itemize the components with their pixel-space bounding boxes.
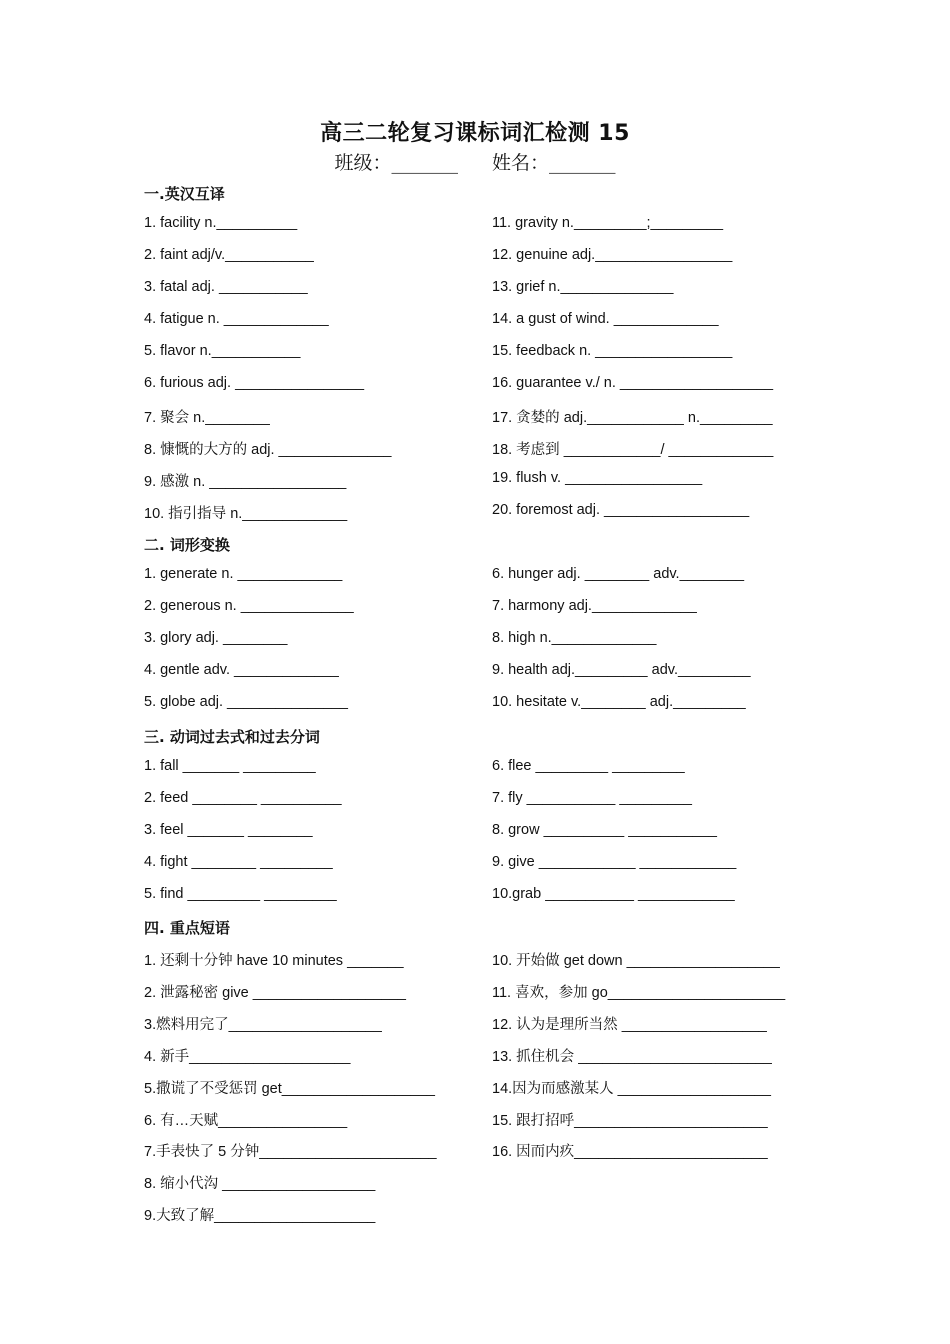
question-row — [0, 598, 950, 620]
question-row — [0, 406, 950, 428]
question-item[interactable]: 7. fly ___________ _________ — [492, 789, 692, 806]
question-item[interactable]: 6. hunger adj. ________ adv.________ — [492, 566, 745, 582]
question-item[interactable]: 12. genuine adj._________________ — [492, 246, 733, 263]
question-row — [0, 981, 950, 1003]
section-heading: 四. 重点短语 — [144, 919, 230, 937]
question-item[interactable]: 4. 新手____________________ — [144, 1048, 351, 1065]
question-row — [0, 886, 950, 908]
question-item[interactable]: 3. glory adj. ________ — [144, 629, 288, 646]
question-item[interactable]: 18. 考虑到 ____________/ _____________ — [492, 442, 774, 459]
question-row — [0, 790, 950, 812]
question-item[interactable]: 2. 泄露秘密 give ___________________ — [144, 984, 406, 1001]
question-row — [0, 343, 950, 365]
question-item[interactable]: 9. health adj._________ adv._________ — [492, 661, 751, 678]
question-item[interactable]: 6. flee _________ _________ — [492, 758, 685, 774]
question-item[interactable]: 11. 喜欢，参加 go______________________ — [492, 984, 786, 1001]
question-item[interactable]: 8. high n._____________ — [492, 629, 657, 646]
question-row — [0, 215, 950, 237]
question-item[interactable]: 14.因为而感激某人 ___________________ — [492, 1080, 771, 1097]
question-item[interactable]: 15. feedback n. _________________ — [492, 342, 733, 359]
question-item[interactable]: 16. guarantee v./ n. ___________________ — [492, 374, 774, 391]
question-item[interactable]: 10. hesitate v.________ adj._________ — [492, 693, 746, 710]
question-item[interactable]: 2. faint adj/v.___________ — [144, 246, 314, 263]
class-field[interactable]: 班级：_______ — [334, 152, 458, 174]
question-item[interactable]: 11. gravity n._________;_________ — [492, 215, 724, 231]
question-row — [0, 1045, 950, 1067]
question-item[interactable]: 6. furious adj. ________________ — [144, 374, 365, 391]
question-row — [0, 438, 950, 460]
question-item[interactable]: 5. find _________ _________ — [144, 885, 337, 902]
question-row — [0, 1140, 950, 1162]
question-item[interactable]: 6. 有…天赋________________ — [144, 1112, 348, 1129]
question-item[interactable]: 7. harmony adj._____________ — [492, 597, 697, 614]
question-item[interactable]: 5. globe adj. _______________ — [144, 693, 348, 710]
question-row — [0, 1013, 950, 1035]
question-item[interactable]: 15. 跟打招呼________________________ — [492, 1112, 768, 1129]
question-item[interactable]: 8. 缩小代沟 ___________________ — [144, 1176, 376, 1193]
section-heading: 三. 动词过去式和过去分词 — [144, 728, 320, 746]
question-item[interactable]: 1. facility n.__________ — [144, 215, 298, 231]
student-info-line — [0, 148, 950, 175]
question-item[interactable]: 10.grab ___________ ____________ — [492, 885, 735, 902]
question-item[interactable]: 4. gentle adv. _____________ — [144, 661, 339, 678]
section-heading: 二. 词形变换 — [144, 536, 230, 554]
question-item[interactable]: 1. fall _______ _________ — [144, 758, 316, 774]
question-item[interactable]: 5. flavor n.___________ — [144, 342, 301, 359]
question-item[interactable]: 13. grief n.______________ — [492, 278, 674, 295]
question-row — [0, 1109, 950, 1131]
question-row — [0, 822, 950, 844]
question-row — [0, 1172, 950, 1194]
question-item[interactable]: 20. foremost adj. __________________ — [492, 502, 750, 519]
question-item[interactable]: 9.大致了解____________________ — [144, 1208, 376, 1225]
question-item[interactable]: 9. give ____________ ____________ — [492, 853, 737, 870]
question-item[interactable]: 3.燃料用完了___________________ — [144, 1016, 382, 1033]
question-item[interactable]: 1. generate n. _____________ — [144, 566, 343, 582]
question-row — [0, 247, 950, 269]
section-heading: 一.英汉互译 — [144, 185, 225, 203]
question-item[interactable]: 19. flush v. _________________ — [492, 470, 703, 487]
question-item[interactable]: 4. fatigue n. _____________ — [144, 310, 329, 327]
question-row — [0, 949, 950, 971]
question-row — [0, 662, 950, 684]
question-row — [0, 375, 950, 397]
question-item[interactable]: 8. grow __________ ___________ — [492, 821, 717, 838]
question-row — [0, 694, 950, 716]
question-item[interactable]: 5.撒谎了不受惩罚 get___________________ — [144, 1080, 435, 1097]
question-row — [0, 311, 950, 333]
question-row — [0, 854, 950, 876]
name-field[interactable]: 姓名：_______ — [492, 152, 616, 174]
question-item[interactable]: 7. 聚会 n.________ — [144, 410, 270, 427]
page-title: 高三二轮复习课标词汇检测 15 — [320, 121, 630, 146]
question-row — [0, 279, 950, 301]
question-item[interactable]: 9. 感激 n. _________________ — [144, 474, 347, 491]
question-item[interactable]: 3. fatal adj. ___________ — [144, 278, 308, 295]
question-item[interactable]: 10. 指引指导 n._____________ — [144, 506, 348, 523]
question-item[interactable]: 4. fight ________ _________ — [144, 853, 333, 870]
question-item[interactable]: 1. 还剩十分钟 have 10 minutes _______ — [144, 953, 404, 969]
question-item[interactable]: 7.手表快了 5 分钟______________________ — [144, 1144, 437, 1161]
question-item[interactable]: 16. 因而内疚________________________ — [492, 1144, 768, 1161]
question-item[interactable]: 13. 抓住机会 ________________________ — [492, 1048, 772, 1065]
question-row — [0, 502, 950, 524]
question-item[interactable]: 2. feed ________ __________ — [144, 789, 342, 806]
question-item[interactable]: 2. generous n. ______________ — [144, 597, 354, 614]
question-item[interactable]: 8. 慷慨的大方的 adj. ______________ — [144, 442, 392, 459]
question-item[interactable]: 3. feel _______ ________ — [144, 821, 313, 838]
question-item[interactable]: 12. 认为是理所当然 __________________ — [492, 1016, 767, 1033]
question-row — [0, 1077, 950, 1099]
question-item[interactable]: 10. 开始做 get down ___________________ — [492, 953, 780, 969]
question-row — [0, 758, 950, 780]
question-row — [0, 1204, 950, 1226]
question-item[interactable]: 17. 贪婪的 adj.____________ n._________ — [492, 410, 773, 427]
question-row — [0, 566, 950, 588]
question-row — [0, 470, 950, 492]
question-row — [0, 630, 950, 652]
question-item[interactable]: 14. a gust of wind. _____________ — [492, 310, 719, 327]
